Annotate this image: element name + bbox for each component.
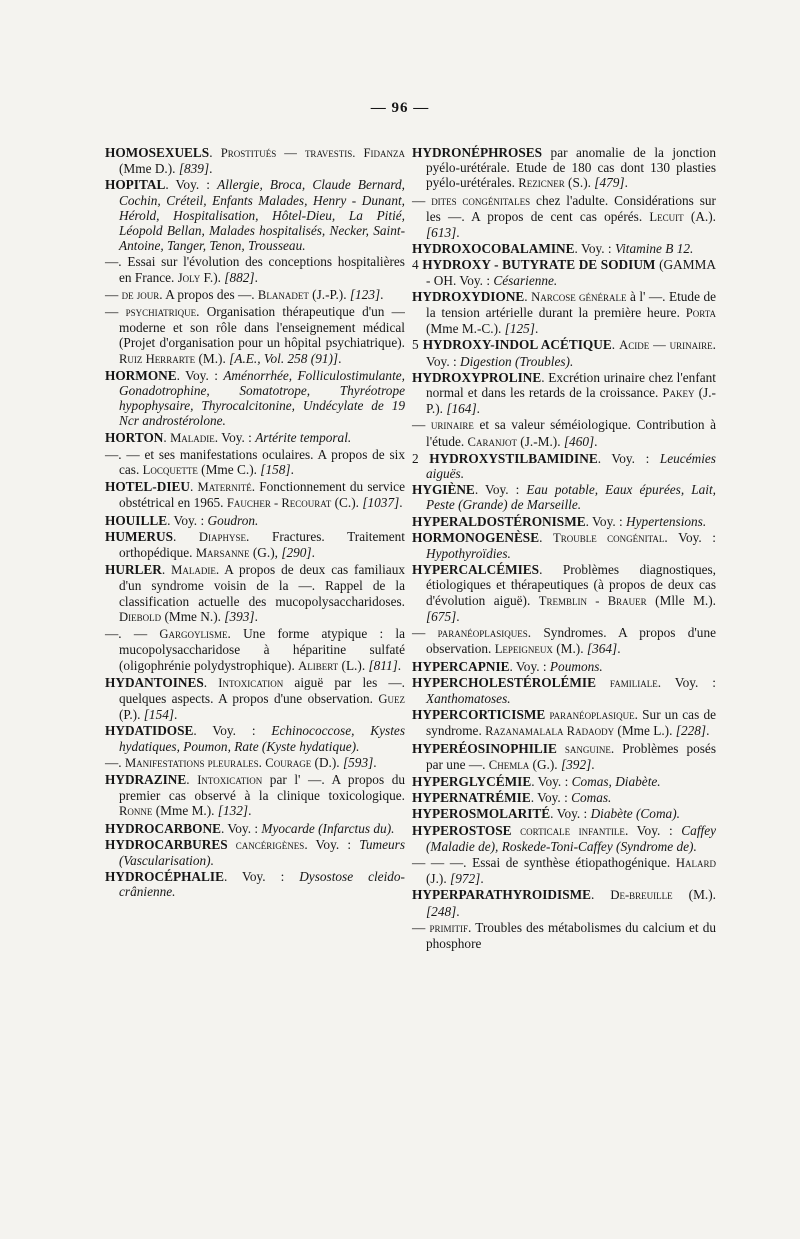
- entry-text: .: [311, 545, 315, 561]
- entry-headword: HYDRAZINE: [105, 771, 187, 787]
- entry-headword: HYDROXY - BUTYRATE DE SODIUM: [422, 257, 656, 273]
- entry-text: par l' —. A propos du premier cas observé à la clinique toxicologique.: [119, 771, 405, 804]
- italic-text: [A.E., Vol. 258 (91)]: [229, 350, 339, 366]
- index-entry: [412, 451, 716, 481]
- entry-text: (S.).: [564, 175, 595, 191]
- italic-text: Leucémies aiguës.: [426, 450, 716, 482]
- italic-text: Aménorrhée, Folliculostimulante, Gonadotrophine, Somatotrope, Thyréotrope hypophysaire, Thyrocalcitonine, Undécylate de 19 Ncr androstérolone.: [119, 367, 405, 429]
- entry-text: . Voy. :: [657, 674, 716, 690]
- entry-text: .: [534, 321, 539, 337]
- italic-text: [125]: [504, 321, 535, 337]
- index-entry: [412, 659, 716, 674]
- index-entry: [105, 304, 405, 367]
- index-entry: [105, 723, 405, 753]
- small-caps-text: Alibert: [298, 658, 339, 673]
- entry-text: . Problèmes diagnostiques, étiologiques et thérapeutiques (à propos de deux cas d'évolution aiguë).: [426, 562, 716, 608]
- entry-text: (G.).: [529, 756, 561, 772]
- entry-text: .: [476, 401, 480, 417]
- index-entry: [412, 855, 716, 886]
- small-caps-text: Ruiz Herrarte: [119, 351, 196, 366]
- entry-text: . Voy. :: [531, 773, 572, 789]
- index-entry: [412, 257, 716, 287]
- entry-text: —: [412, 625, 438, 641]
- entry-text: (C.).: [331, 495, 363, 511]
- small-caps-text: Trouble congénital: [553, 530, 665, 545]
- italic-text: Caffey (Maladie de), Roskede-Toni-Caffey (Syndrome de).: [426, 822, 717, 854]
- entry-text: . Voy. :: [624, 822, 682, 838]
- entry-text: et sa valeur séméiologique. Contribution à l'étude.: [426, 417, 716, 449]
- index-entry: [412, 806, 716, 821]
- italic-text: Echinococcose, Kystes hydatiques, Poumon, Rate (Kyste hydatique).: [119, 723, 405, 754]
- entry-text: . Voy. :: [664, 529, 717, 545]
- small-caps-text: Intoxication: [197, 772, 263, 787]
- entry-text: .: [186, 771, 198, 787]
- entry-headword: HOPITAL: [105, 177, 166, 193]
- entry-text: .: [397, 657, 402, 673]
- italic-text: Myocarde (Infarctus du).: [261, 820, 395, 836]
- entry-text: . Organisation thérapeutique d'un — moderne et son rôle dans l'enseignement médical (Projet d'organisation pour un hôpital psychiatrique).: [119, 304, 405, 351]
- entry-headword: HYDANTOINES: [105, 674, 204, 690]
- small-caps-text: Gargoylisme: [159, 627, 228, 642]
- entry-text: .: [209, 161, 213, 177]
- entry-text: . Voy. :: [426, 337, 716, 369]
- entry-headword: HOUILLE: [105, 512, 168, 528]
- entry-headword: HYPEROSMOLARITÉ: [412, 806, 551, 822]
- entry-text: (M.).: [672, 887, 716, 903]
- small-caps-text: psychiatrique: [125, 305, 197, 320]
- entry-text: .: [163, 429, 171, 445]
- entry-text: . Problèmes posés par une —.: [426, 740, 717, 772]
- entry-text: par anomalie de la jonction pyélo-urétérale. Etude de 180 cas dont 130 plasties pyélo-urétérales.: [426, 145, 716, 191]
- index-entry: [412, 289, 716, 337]
- small-caps-text: Intoxication: [218, 675, 284, 690]
- entry-text: .: [248, 803, 252, 819]
- entry-text: .: [338, 350, 342, 366]
- entry-text: . Fractures. Traitement orthopédique.: [119, 528, 405, 561]
- italic-text: [972]: [450, 871, 481, 887]
- index-entry: [105, 755, 405, 771]
- italic-text: Poumons.: [549, 658, 603, 674]
- entry-headword: HYDROXY-INDOL ACÉTIQUE: [422, 337, 612, 353]
- entry-text: (A.).: [683, 208, 716, 224]
- entry-text: —: [412, 192, 432, 208]
- italic-text: [882]: [224, 269, 255, 285]
- entry-text: .: [373, 754, 377, 770]
- index-entry: [105, 254, 405, 285]
- entry-text: .: [617, 641, 621, 657]
- entry-text: . Voy. :: [304, 836, 360, 852]
- entry-text: (G.),: [249, 545, 282, 561]
- entry-text: . Syndromes. A propos d'une observation.: [426, 625, 716, 657]
- small-caps-text: paranéoplasiques: [437, 626, 528, 641]
- small-caps-text: Pakey: [662, 386, 695, 401]
- index-entry: [105, 368, 405, 429]
- small-caps-text: Rezicner: [518, 176, 565, 191]
- small-caps-text: Maladie: [170, 430, 215, 445]
- italic-text: Xanthomatoses.: [426, 690, 511, 706]
- entry-text: 4: [412, 257, 423, 273]
- entry-text: —. — et ses manifestations oculaires. A propos de six cas.: [105, 446, 405, 478]
- small-caps-text: De-breuille: [610, 888, 673, 903]
- small-caps-text: corticale infantile: [520, 823, 625, 838]
- entry-text: chez l'adulte. Considérations sur les —. A propos de cent cas opérés.: [426, 192, 716, 224]
- index-entry: [412, 145, 716, 192]
- italic-text: Goudron.: [207, 512, 259, 528]
- italic-text: [839]: [178, 161, 210, 177]
- entry-text: (D.).: [311, 754, 343, 770]
- index-entry: [105, 562, 405, 625]
- index-entry: [412, 774, 716, 789]
- small-caps-text: familiale: [609, 675, 658, 690]
- italic-text: [613]: [426, 225, 457, 241]
- index-entry: [412, 823, 716, 854]
- italic-text: [1037]: [362, 495, 400, 511]
- italic-text: [364]: [586, 641, 618, 657]
- entry-text: .: [456, 608, 460, 624]
- entry-text: (M.).: [552, 641, 587, 657]
- entry-text: . Voy. :: [530, 790, 572, 806]
- left-column: [105, 145, 405, 901]
- entry-text: . Excrétion urinaire chez l'enfant normal et dans les retards de la croissance.: [426, 369, 716, 401]
- entry-text: . Fonctionnement du service obstétrical en 1965.: [119, 479, 405, 511]
- index-entry: [105, 869, 405, 899]
- italic-text: Eau potable, Eaux épurées, Lait, Peste (Grande) de Marseille.: [426, 482, 716, 513]
- small-caps-text: Tremblin - Brauer: [538, 593, 647, 608]
- index-entry: [412, 562, 716, 624]
- small-caps-text: Guez: [378, 691, 405, 706]
- entry-headword: HYPERALDOSTÉRONISME: [412, 513, 586, 529]
- entry-text: .: [380, 286, 384, 302]
- entry-headword: HYPERCAPNIE: [412, 658, 510, 674]
- entry-text: .: [594, 433, 598, 449]
- index-entry: [412, 482, 716, 512]
- index-entry: [412, 707, 716, 739]
- italic-text: [393]: [224, 608, 255, 624]
- entry-text: .: [399, 495, 403, 511]
- entry-headword: HYDRONÉPHROSES: [412, 145, 543, 160]
- entry-text: . Voy. :: [585, 513, 627, 529]
- small-caps-text: Ronne: [119, 804, 153, 819]
- entry-text: F.).: [200, 269, 225, 285]
- entry-text: .: [254, 269, 258, 285]
- entry-text: . Sur un cas de syndrome.: [426, 707, 716, 739]
- italic-text: Césarienne.: [493, 272, 558, 288]
- small-caps-text: Razanamalala Radaody: [485, 724, 615, 739]
- small-caps-text: Maternité: [197, 480, 252, 495]
- entry-headword: HORMONOGENÈSE: [412, 529, 540, 545]
- entry-headword: HYDROXOCOBALAMINE: [412, 241, 575, 257]
- entry-text: (Mme C.).: [197, 462, 261, 478]
- entry-text: . A propos des —.: [159, 286, 258, 302]
- small-caps-text: Marsanne: [195, 546, 250, 561]
- right-column: [412, 145, 716, 952]
- entry-text: . Voy. :: [597, 450, 660, 466]
- small-caps-text: Courage: [265, 755, 312, 770]
- entry-headword: HYPERCALCÉMIES: [412, 562, 540, 578]
- entry-headword: HYDROCÉPHALIE: [105, 869, 224, 885]
- entry-headword: HYPEROSTOSE: [412, 822, 512, 838]
- italic-text: Hypertensions.: [626, 513, 707, 529]
- small-caps-text: Caranjot: [467, 434, 517, 449]
- entry-text: [512, 823, 521, 838]
- entry-headword: HYDROCARBURES: [105, 836, 228, 852]
- entry-text: .: [209, 145, 221, 160]
- entry-headword: HYPERCORTICISME: [412, 707, 546, 723]
- italic-text: [164]: [446, 401, 477, 417]
- italic-text: Diabète (Coma).: [590, 806, 680, 822]
- page-number: — 96 —: [370, 100, 430, 116]
- entry-text: . Voy. :: [574, 241, 615, 257]
- index-entry: [105, 675, 405, 723]
- entry-text: .: [456, 225, 460, 241]
- entry-text: —: [412, 919, 430, 935]
- small-caps-text: Halard: [675, 855, 716, 870]
- index-entry: [412, 675, 716, 706]
- entry-text: .: [591, 887, 611, 903]
- entry-headword: HYDATIDOSE: [105, 723, 194, 739]
- entry-text: — — —. Essai de synthèse étiopathogénique.: [412, 854, 676, 870]
- entry-text: .: [254, 608, 258, 624]
- index-entry: [412, 530, 716, 561]
- italic-text: Digestion (Troubles).: [460, 353, 574, 369]
- small-caps-text: Faucher - Recourat: [226, 496, 332, 511]
- entry-text: (Mme M.).: [152, 803, 218, 819]
- index-entry: [412, 625, 716, 657]
- entry-text: (GAMMA - OH. Voy. :: [426, 257, 716, 288]
- entry-text: .: [539, 529, 553, 545]
- index-entry: [412, 514, 716, 529]
- entry-text: . A propos de deux cas familiaux d'un syndrome voisin de la —. Rappel de la classification actuelle des mucopolysaccharidoses.: [119, 562, 405, 609]
- entry-text: —: [105, 304, 126, 320]
- small-caps-text: Locquette: [142, 463, 198, 478]
- italic-text: [593]: [342, 754, 374, 770]
- entry-text: —.: [105, 754, 125, 770]
- entry-text: .: [706, 723, 710, 739]
- entry-text: à l' —. Etude de la tension artérielle durant la première heure.: [426, 288, 716, 321]
- small-caps-text: Diebold: [119, 609, 162, 624]
- entry-text: .: [611, 337, 620, 353]
- entry-text: (M.).: [195, 350, 230, 366]
- index-entry: [105, 626, 405, 674]
- entry-text: 5: [412, 337, 423, 353]
- entry-headword: HYPERÉOSINOPHILIE: [412, 740, 557, 756]
- entry-text: . Voy. :: [223, 869, 300, 885]
- entry-text: . Troubles des métabolismes du calcium et du phosphore: [426, 919, 716, 951]
- entry-text: . Voy. :: [176, 367, 224, 383]
- entry-text: (J.-P.).: [426, 385, 716, 417]
- entry-text: . Voy. :: [509, 658, 550, 674]
- entry-text: [228, 837, 236, 852]
- entry-text: —. Essai sur l'évolution des conceptions hospitalières en France.: [105, 254, 405, 285]
- index-entry: [412, 790, 716, 805]
- entry-text: .: [161, 562, 172, 578]
- italic-text: [123]: [349, 286, 381, 302]
- italic-text: [228]: [675, 723, 707, 739]
- entry-text: . Voy. :: [550, 806, 591, 822]
- entry-text: (Mme D.).: [119, 161, 179, 177]
- italic-text: Comas, Diabète.: [571, 773, 661, 789]
- italic-text: [132]: [217, 803, 249, 819]
- small-caps-text: paranéoplasique: [549, 708, 635, 723]
- italic-text: Dysostose cleido-crânienne.: [119, 869, 405, 900]
- entry-text: .: [591, 756, 595, 772]
- small-caps-text: Lecuit: [649, 209, 684, 224]
- index-entry: [105, 287, 405, 303]
- entry-text: aiguë par les —. quelques aspects. A propos d'une observation.: [119, 674, 405, 706]
- small-caps-text: Manifestations pleurales: [124, 755, 259, 770]
- index-entry: [105, 177, 405, 253]
- entry-headword: HYPERPARATHYROIDISME: [412, 887, 592, 903]
- index-entry: [105, 513, 405, 528]
- entry-text: .: [524, 288, 532, 304]
- entry-text: . Voy. :: [193, 723, 272, 739]
- entry-text: .: [203, 674, 219, 690]
- entry-text: (Mlle M.).: [646, 592, 717, 608]
- entry-text: .: [172, 528, 199, 544]
- italic-text: Comas.: [571, 790, 612, 806]
- italic-text: Artérite temporal.: [255, 429, 352, 445]
- entry-headword: HOMOSEXUELS: [105, 145, 210, 160]
- italic-text: [154]: [143, 707, 175, 723]
- entry-text: .: [480, 871, 484, 887]
- entry-text: —: [412, 417, 431, 433]
- small-caps-text: cancérigènes: [235, 837, 305, 852]
- entry-text: (P.).: [119, 707, 144, 723]
- index-entry: [105, 772, 405, 820]
- italic-text: Tumeurs (Vascularisation).: [119, 836, 405, 868]
- small-caps-text: dites congénitales: [431, 193, 531, 208]
- italic-text: [460]: [563, 433, 595, 449]
- entry-headword: HYDROXYDIONE: [412, 288, 525, 304]
- index-entry: [105, 837, 405, 868]
- entry-headword: HYPERNATRÉMIE: [412, 790, 531, 806]
- italic-text: [811]: [368, 657, 398, 673]
- index-entry: [412, 741, 716, 773]
- entry-text: . Voy. :: [165, 177, 218, 193]
- italic-text: [675]: [426, 608, 457, 624]
- small-caps-text: Joly: [177, 270, 201, 285]
- entry-text: (Mme M.-C.).: [426, 321, 505, 337]
- index-entry: [105, 145, 405, 176]
- small-caps-text: Prostitués — travestis. Fidanza: [220, 146, 405, 160]
- entry-headword: HUMERUS: [105, 528, 173, 544]
- entry-text: . Voy. :: [220, 820, 262, 836]
- entry-text: (J.).: [426, 871, 451, 887]
- index-entry: [105, 447, 405, 478]
- small-caps-text: Maladie: [171, 563, 216, 578]
- entry-text: —. —: [105, 626, 160, 642]
- entry-text: .: [456, 903, 460, 919]
- entry-text: .: [290, 462, 294, 478]
- small-caps-text: de jour: [121, 287, 160, 302]
- entry-headword: HORTON: [105, 429, 164, 445]
- small-caps-text: Chemla: [488, 757, 530, 772]
- small-caps-text: Lepeigneux: [494, 642, 553, 657]
- entry-headword: HYDROXYPROLINE: [412, 369, 542, 385]
- italic-text: [158]: [260, 462, 291, 478]
- entry-text: (Mme L.).: [614, 723, 676, 739]
- italic-text: Allergie, Broca, Claude Bernard, Cochin, Créteil, Enfants Malades, Henry - Dunant, Hérold, Hospitalisation, Hôtel-Dieu, La Pitié, Léopold Bellan, Malades hospitalisés, Necker, Saint-Antoine, Tanger, Tenon, Trousseau.: [119, 177, 405, 254]
- entry-text: . Voy. :: [474, 482, 527, 498]
- small-caps-text: Acide — urinaire: [619, 338, 713, 353]
- entry-text: [557, 741, 565, 756]
- entry-text: (J.-M.).: [516, 433, 564, 449]
- entry-text: .: [174, 707, 178, 723]
- index-entry: [412, 887, 716, 918]
- entry-headword: HYGIÈNE: [412, 482, 475, 498]
- small-caps-text: Blanadet: [257, 287, 309, 302]
- index-entry: [412, 417, 716, 449]
- index-entry: [105, 529, 405, 561]
- entry-text: .: [624, 175, 628, 191]
- italic-text: Hypothyroïdies.: [426, 546, 511, 562]
- entry-text: .: [189, 479, 198, 495]
- index-entry: [412, 370, 716, 417]
- entry-headword: HYDROCARBONE: [105, 820, 221, 836]
- entry-text: [596, 675, 610, 690]
- small-caps-text: urinaire: [430, 418, 474, 433]
- index-entry: [412, 920, 716, 951]
- entry-text: (J.-P.).: [308, 286, 350, 302]
- entry-text: —: [105, 286, 122, 302]
- italic-text: [392]: [560, 756, 592, 772]
- entry-headword: HYPERGLYCÉMIE: [412, 773, 532, 789]
- italic-text: [248]: [426, 903, 457, 919]
- entry-headword: HURLER: [105, 562, 162, 578]
- index-entry: [412, 241, 716, 256]
- small-caps-text: Diaphyse: [198, 529, 247, 544]
- small-caps-text: sanguine: [564, 741, 611, 756]
- entry-text: .: [258, 754, 266, 770]
- entry-headword: HYDROXYSTILBAMIDINE: [429, 450, 598, 466]
- entry-headword: HYPERCHOLESTÉROLÉMIE: [412, 674, 596, 690]
- entry-headword: HORMONE: [105, 367, 177, 383]
- index-entry: [105, 430, 405, 446]
- entry-text: . Une forme atypique : la mucopolysaccharidose à héparitine sulfaté (oligophrénie polydystrophique).: [119, 626, 405, 673]
- index-entry: [412, 337, 716, 368]
- entry-headword: HOTEL-DIEU: [105, 479, 190, 495]
- italic-text: Vitamine B 12.: [614, 241, 694, 257]
- italic-text: [479]: [594, 175, 625, 191]
- entry-text: . Voy. :: [214, 429, 256, 445]
- entry-text: 2: [412, 450, 430, 466]
- small-caps-text: Narcose générale: [531, 289, 627, 304]
- small-caps-text: primitif: [429, 920, 468, 935]
- small-caps-text: Porta: [685, 306, 716, 321]
- index-entry: [412, 193, 716, 241]
- entry-text: . Voy. :: [167, 512, 208, 528]
- entry-text: (L.).: [338, 657, 369, 673]
- index-entry: [105, 821, 405, 836]
- index-entry: [105, 479, 405, 511]
- entry-text: (Mme N.).: [161, 608, 225, 624]
- italic-text: [290]: [281, 545, 312, 561]
